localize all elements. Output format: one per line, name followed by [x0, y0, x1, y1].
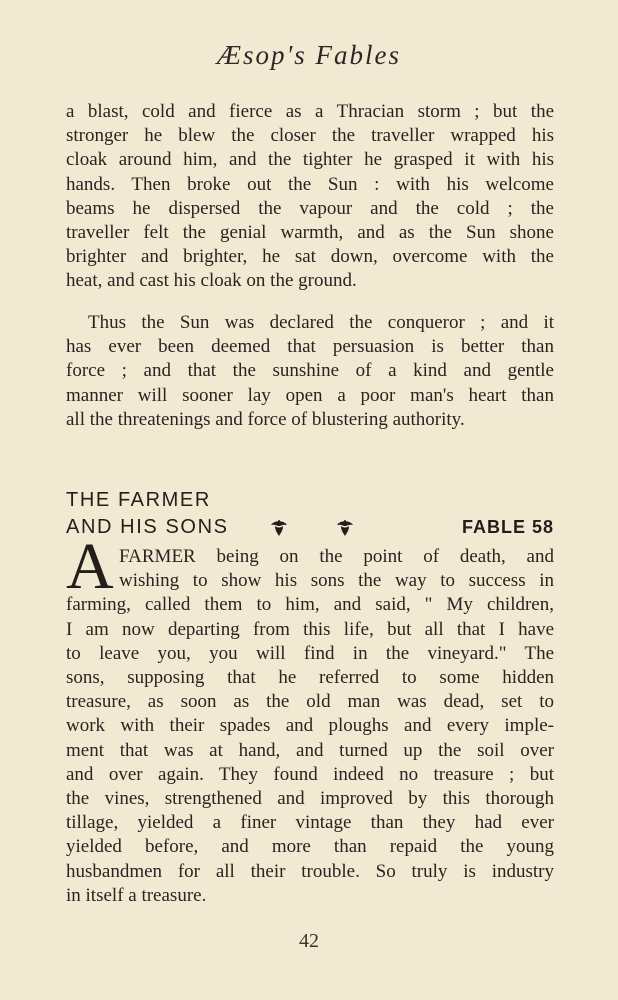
- text-line: brighter and brighter, he sat down, overcome with the: [66, 246, 554, 268]
- fable-title-line-1: THE FARMER: [66, 489, 211, 511]
- text-line: treasure, as soon as the old man was dead, set to: [66, 691, 554, 713]
- acorn-leaf-ornament-icon: [335, 519, 355, 537]
- text-line: yielded before, and more than repaid the young: [66, 836, 554, 858]
- text-line: ment that was at hand, and turned up the soil over: [66, 739, 554, 761]
- text-line: beams he dispersed the vapour and the cold ; the: [66, 197, 554, 219]
- text-line: I am now departing from this life, but all that I have: [66, 618, 554, 640]
- text-line: all the threatenings and force of blustering authority.: [66, 408, 465, 430]
- page-title: Æsop's Fables: [216, 40, 402, 70]
- text-line: and over again. They found indeed no treasure ; but: [66, 763, 554, 785]
- fable-heading: [66, 487, 554, 541]
- text-line: to leave you, you will find in the vineyard." The: [66, 642, 554, 664]
- text-line: sons, supposing that he referred to some hidden: [66, 667, 554, 689]
- paragraph-sun-wind-ending: [66, 100, 554, 294]
- drop-cap: A: [66, 530, 114, 603]
- paragraph-farmer-fable: [66, 545, 554, 908]
- text-line: has ever been deemed that persuasion is better than: [66, 336, 554, 358]
- text-line: hands. Then broke out the Sun : with his welcome: [66, 173, 554, 195]
- text-line: heat, and cast his cloak on the ground.: [66, 270, 357, 292]
- fable-number: FABLE 58: [461, 517, 554, 537]
- text-line: traveller felt the genial warmth, and as the Sun shone: [66, 222, 554, 244]
- text-line: farming, called them to him, and said, " My children,: [66, 594, 554, 616]
- text-line: Thus the Sun was declared the conqueror ; and it: [88, 312, 554, 333]
- paragraph-moral: [66, 311, 554, 432]
- text-line: in itself a treasure.: [66, 884, 207, 906]
- text-line: work with their spades and ploughs and every imple-: [66, 715, 554, 737]
- text-line: husbandmen for all their trouble. So truly is industry: [66, 860, 554, 882]
- text-line: force ; and that the sunshine of a kind and gentle: [66, 360, 554, 382]
- text-line: the vines, strengthened and improved by this thorough: [66, 788, 554, 810]
- text-line: tillage, yielded a finer vintage than they had ever: [66, 812, 554, 834]
- text-line: a blast, cold and fierce as a Thracian storm ; but the: [66, 101, 554, 122]
- text-line: wishing to show his sons the way to success in: [119, 570, 554, 592]
- text-line: stronger he blew the closer the traveller wrapped his: [66, 125, 554, 147]
- text-line: FARMER being on the point of death, and: [119, 546, 554, 567]
- fable-title-line-2: AND HIS SONS: [66, 516, 229, 538]
- text-line: manner will sooner lay open a poor man's heart than: [66, 384, 554, 406]
- text-line: cloak around him, and the tighter he grasped it with his: [66, 149, 554, 171]
- acorn-leaf-ornament-icon: [269, 519, 289, 537]
- page-number: 42: [299, 930, 319, 952]
